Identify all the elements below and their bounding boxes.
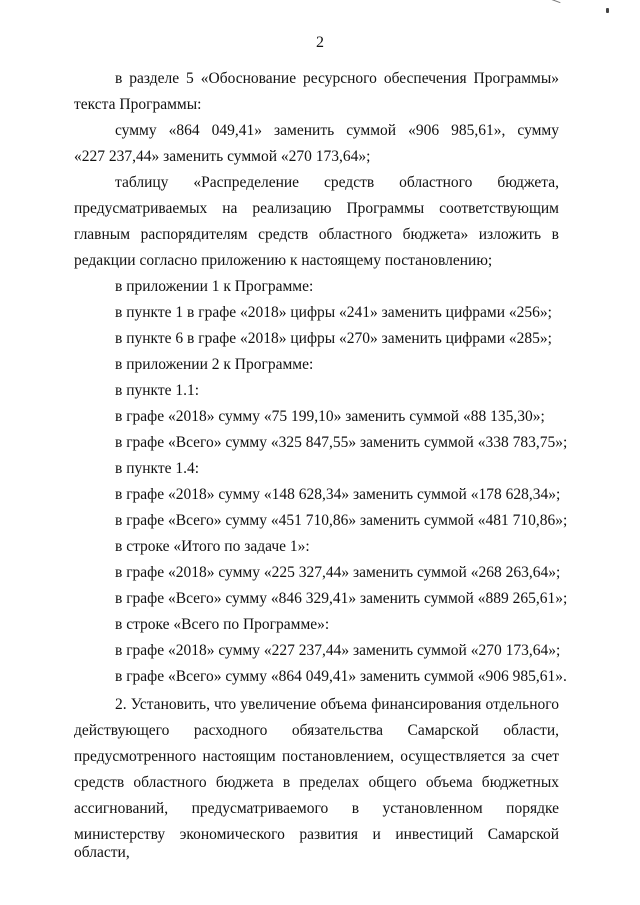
text-line: в графе «2018» сумму «227 237,44» заменить суммой «270 173,64»; xyxy=(115,642,561,659)
scan-speck xyxy=(606,8,609,13)
text-line: «227 237,44» заменить суммой «270 173,64»; xyxy=(74,148,371,165)
text-line: предусмотренного настоящим постановлением, осуществляется за счет xyxy=(74,748,559,765)
page-number: 2 xyxy=(316,34,324,51)
text-line: в графе «2018» сумму «148 628,34» заменить суммой «178 628,34»; xyxy=(115,486,561,503)
text-line: в пункте 6 в графе «2018» цифры «270» заменить цифрами «285»; xyxy=(115,330,552,347)
text-line: действующего расходного обязательства Самарской области, xyxy=(74,722,559,739)
text-line: предусматриваемых на реализацию Программы соответствующим xyxy=(74,200,559,217)
text-line: редакции согласно приложению к настоящему постановлению; xyxy=(74,252,493,269)
text-line: в графе «Всего» сумму «325 847,55» заменить суммой «338 783,75»; xyxy=(115,434,568,451)
text-line: в графе «Всего» сумму «451 710,86» заменить суммой «481 710,86»; xyxy=(115,512,568,529)
text-line: в приложении 2 к Программе: xyxy=(115,356,314,373)
text-line: сумму «864 049,41» заменить суммой «906 985,61», сумму xyxy=(115,122,559,139)
text-line: в графе «Всего» сумму «864 049,41» заменить суммой «906 985,61». xyxy=(115,668,567,685)
scan-mark xyxy=(548,0,561,7)
text-line: в графе «2018» сумму «225 327,44» заменить суммой «268 263,64»; xyxy=(115,564,561,581)
text-line: министерству экономического развития и инвестиций Самарской области, xyxy=(74,826,559,861)
text-line: в пункте 1.4: xyxy=(115,460,200,477)
text-line: в разделе 5 «Обоснование ресурсного обеспечения Программы» xyxy=(115,70,559,87)
text-line: текста Программы: xyxy=(74,96,202,113)
text-line: средств областного бюджета в пределах общего объема бюджетных xyxy=(74,774,559,791)
text-line: в графе «2018» сумму «75 199,10» заменить суммой «88 135,30»; xyxy=(115,408,545,425)
text-line: в пункте 1 в графе «2018» цифры «241» заменить цифрами «256»; xyxy=(115,304,552,321)
text-line: ассигнований, предусматриваемого в установленном порядке xyxy=(74,800,559,817)
text-line: в строке «Всего по Программе»: xyxy=(115,616,330,633)
text-line: 2. Установить, что увеличение объема финансирования отдельного xyxy=(115,696,559,713)
text-line: главным распорядителям средств областного бюджета» изложить в xyxy=(74,226,559,243)
text-line: таблицу «Распределение средств областного бюджета, xyxy=(115,174,559,191)
text-line: в строке «Итого по задаче 1»: xyxy=(115,538,310,555)
text-line: в графе «Всего» сумму «846 329,41» заменить суммой «889 265,61»; xyxy=(115,590,568,607)
text-line: в приложении 1 к Программе: xyxy=(115,278,314,295)
text-line: в пункте 1.1: xyxy=(115,382,200,399)
